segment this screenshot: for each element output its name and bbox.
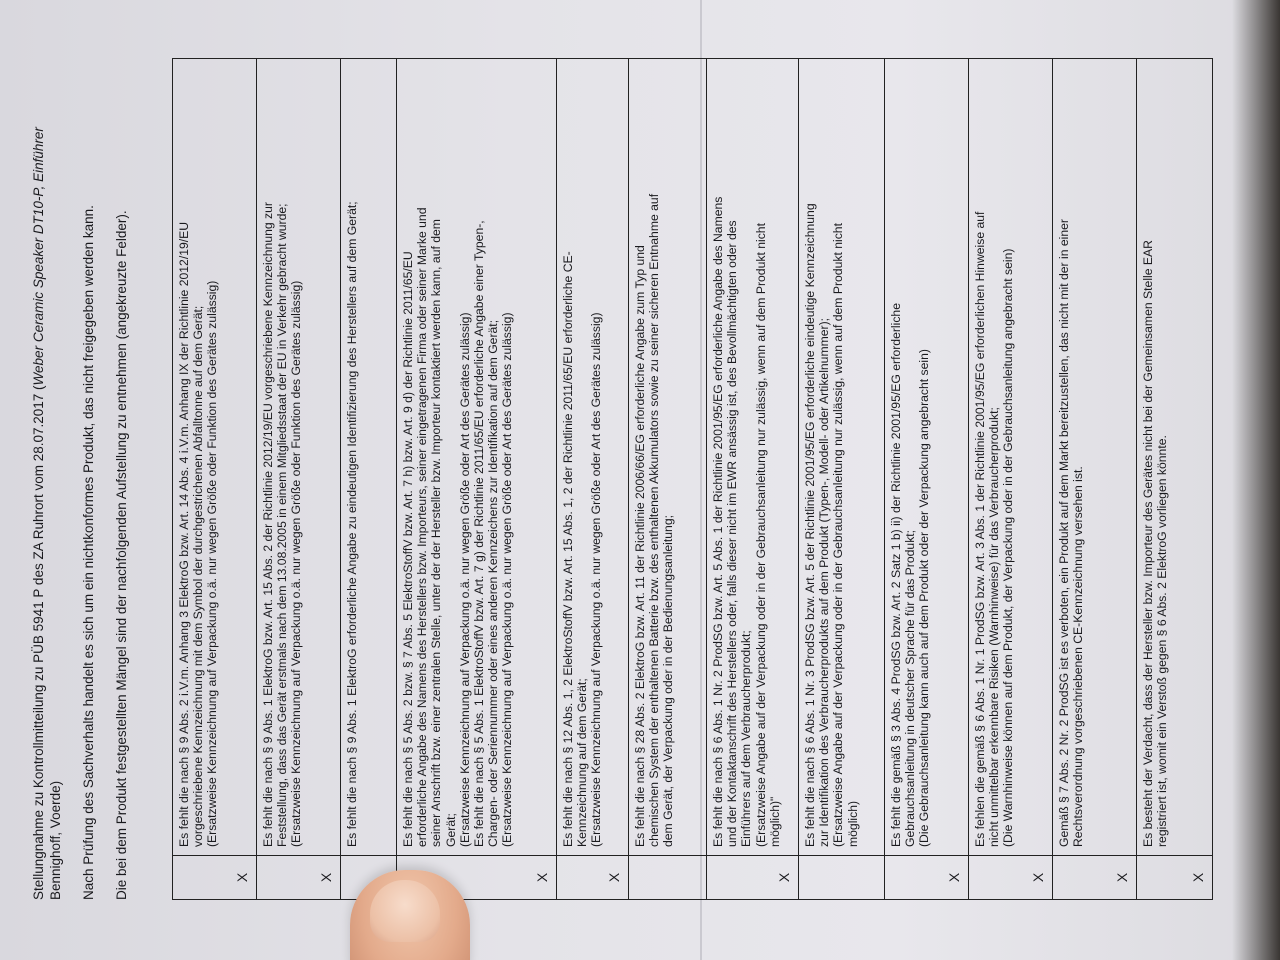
defect-description: Es fehlt die nach § 9 Abs. 1 ElektroG bzw. Art. 15 Abs. 2 der Richtlinie 2012/19/EU vorgeschriebene Kennzeichnung zur Feststellung, dass das Gerät erstmals nach dem 13.08.2005 in einem Mitgliedsstaat der EU in Verkehr gebracht wurde; (Ersatzweise Kennzeichnung auf Verpackung o.ä. nur wegen Größe oder Funktion des Gerätes zulässig) (261, 202, 304, 847)
checkbox-cell: X (1053, 855, 1136, 899)
defect-row (557, 59, 629, 899)
defect-description: Es besteht der Verdacht, dass der Hersteller bzw. Importeur des Gerätes nicht bei der Gemeinsamen Stelle EAR registriert ist, womit ein Verstoß gegen § 6 Abs. 2 ElektroG vorliegen könnte. (1141, 240, 1170, 847)
checkbox-cell (629, 855, 706, 899)
defects-table (172, 58, 1213, 900)
intro-paragraph-1: Nach Prüfung des Sachverhalts handelt es sich um ein nichtkonformes Produkt, das nicht freigegeben werden kann. (81, 205, 96, 900)
defect-description: Es fehlt die gemäß § 3 Abs. 4 ProdSG bzw. Art. 2 Satz 1 b) ii) der Richtlinie 2001/95/EG erforderliche Gebrauchsanleitung in deutscher Sprache für das Produkt; (Die Gebrauchsanleitung kann auch auf dem Produkt oder der Verpackung angebracht sein) (889, 303, 932, 847)
defect-description: Es fehlen die gemäß § 6 Abs. 1 Nr. 1 ProdSG bzw. Art. 3 Abs. 1 der Richtlinie 2001/95/EG erforderlichen Hinweise auf nicht unmittelbar erkennbare Risiken (Warnhinweise) für das Verbraucherprodukt; (Die Warnhinweise können auf dem Produkt, der Verpackung oder in der Gebrauchsanleitung angebracht sein) (973, 211, 1016, 847)
checkbox-cell: X (173, 855, 256, 899)
table-edge-shadow (1232, 0, 1280, 960)
intro-paragraph-2: Die bei dem Produkt festgestellten Mängel sind der nachfolgenden Aufstellung zu entnehmen (angekreuzte Felder). (114, 210, 129, 900)
defect-description: Gemäß § 7 Abs. 2 Nr. 2 ProdSG ist es verboten, ein Produkt auf dem Markt bereitzustellen, das nicht mit der in einer Rechtsverordnung vorgeschriebenen CE-Kennzeichnung versehen ist. (1057, 219, 1086, 847)
defect-row (341, 59, 397, 899)
defect-description: Es fehlt die nach § 5 Abs. 2 bzw. § 7 Abs. 5 ElektroStoffV bzw. Art. 7 h) bzw. Art. 9 d) der Richtlinie 2011/65/EU erforderliche Angabe des Namens des Herstellers bzw. Importeurs, seiner eingetragenen Firma oder seiner Marke und seiner Anschrift bzw. einer zentralen Stelle, unter der der Hersteller bzw. Importeur kontaktiert werden kann, auf dem Gerät; (Ersatzweise Kennzeichnung auf Verpackung o.ä. nur wegen Größe oder Art des Gerätes zulässig) Es fehlt die nach § 5 Abs. 1 ElektroStoffV bzw. Art. 7 g) der Richtlinie 2011/65/EU erforderliche Angabe einer Typen-, Chargen- oder Seriennummer oder eines anderen Kennzeichens zur Identifikation auf dem Gerät; (Ersatzweise Kennzeichnung auf Verpackung o.ä. nur wegen Größe oder Art des Gerätes zulässig) (401, 207, 515, 847)
checkbox-cell: X (885, 855, 968, 899)
defect-row (1137, 59, 1213, 899)
defect-description: Es fehlt die nach § 28 Abs. 2 ElektroG bzw. Art. 11 der Richtlinie 2006/66/EG erforderliche Angabe zum Typ und chemischen System der enthaltenen Batterie bzw. des enthaltenen Akkumulators sowie zu seiner sicheren Entnahme auf dem Gerät, der Verpackung oder in der Bedienungsanleitung; (633, 193, 676, 847)
defect-row (969, 59, 1053, 899)
defect-row (257, 59, 341, 899)
checkbox-cell: X (707, 855, 798, 899)
defect-description: Es fehlt die nach § 6 Abs. 1 Nr. 3 ProdSG bzw. Art. 5 der Richtlinie 2001/95/EG erforderliche eindeutige Kennzeichnung zur Identifikation des Verbraucherprodukts auf dem Produkt (Typen-, Modell- oder Artikelnummer); (Ersatzweise Angabe auf der Verpackung oder in der Gebrauchsanleitung nur zulässig, wenn auf dem Produkt nicht möglich) (803, 203, 860, 847)
heading-suffix: Bennighoff, Voerde) (48, 780, 63, 900)
checkbox-cell: X (257, 855, 340, 899)
checkbox-cell: X (1137, 855, 1212, 899)
defect-description: Es fehlt die nach § 9 Abs. 1 ElektroG erforderliche Angabe zu eindeutigen Identifizierung des Herstellers auf dem Gerät; (345, 201, 359, 847)
thumb-nail (370, 880, 440, 942)
heading-prefix: Stellungnahme zu Kontrollmitteilung zu PÜB 5941 P des ZA Ruhrort vom 28.07.2017 ( (31, 385, 46, 900)
defect-row (707, 59, 799, 899)
defect-row (173, 59, 257, 899)
document-heading (30, 40, 64, 900)
defect-description: Es fehlt die nach § 12 Abs. 1, 2 ElektroStoffV bzw. Art. 15 Abs. 1, 2 der Richtlinie 2011/65/EU erforderliche CE- Kennzeichnung auf dem Gerät; (Ersatzweise Kennzeichnung auf Verpackung o.ä. nur wegen Größe oder Art des Gerätes zulässig) (561, 251, 604, 847)
defect-description: Es fehlt die nach § 6 Abs. 1 Nr. 2 ProdSG bzw. Art. 5 Abs. 1 der Richtlinie 2001/95/EG erforderliche Angabe des Namens und der Kontaktanschrift des Herstellers oder, falls dieser nicht im EWR ansässig ist, des Bevollmächtigten oder des Einführers auf dem Verbraucherprodukt; (Ersatzweise Angabe auf der Verpackung oder in der Gebrauchsanleitung nur zulässig, wenn auf dem Produkt nicht möglich)" (711, 196, 782, 847)
checkbox-cell: X (397, 855, 556, 899)
defect-row (885, 59, 969, 899)
checkbox-cell: X (557, 855, 628, 899)
defect-row (397, 59, 557, 899)
checkbox-cell: X (969, 855, 1052, 899)
defect-row (799, 59, 885, 899)
intro-section (30, 40, 146, 900)
defect-row (1053, 59, 1137, 899)
defect-description: Es fehlt die nach § 9 Abs. 2 i.V.m. Anhang 3 ElektroG bzw. Art. 14 Abs. 4 i.V.m. Anhang IX der Richtlinie 2012/19/EU vorgeschriebene Kennzeichnung mit dem Symbol der durchgestrichenen Abfalltonne auf dem Gerät; (Ersatzweise Kennzeichnung auf Verpackung o.ä. nur wegen Größe oder Funktion des Gerätes zulässig) (177, 221, 220, 847)
heading-product: Weber Ceramic Speaker DT10-P, Einführer (31, 127, 46, 386)
defect-row (629, 59, 707, 899)
checkbox-cell (799, 855, 884, 899)
